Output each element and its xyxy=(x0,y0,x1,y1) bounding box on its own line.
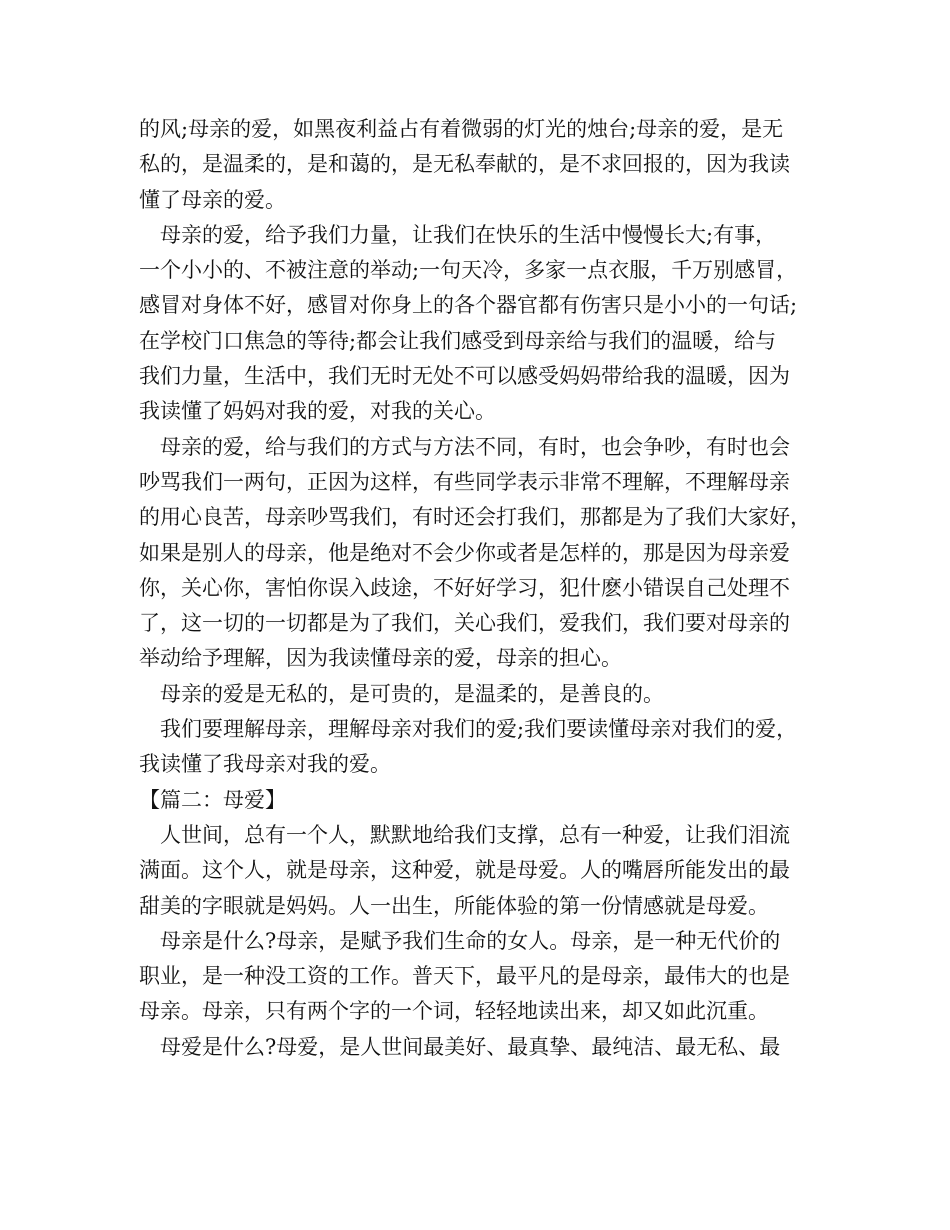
text-line: 母爱是什么?母爱，是人世间最美好、最真挚、最纯洁、最无私、最 xyxy=(139,1034,781,1059)
text-line: 母亲是什么?母亲，是赋予我们生命的女人。母亲，是一种无代价的 xyxy=(139,928,781,953)
document-body-text xyxy=(139,112,819,1065)
text-line: 了，这一切的一切都是为了我们，关心我们，爱我们，我们要对母亲的 xyxy=(139,611,790,636)
text-line: 私的，是温柔的，是和蔼的，是无私奉献的，是不求回报的，因为我读 xyxy=(139,152,790,177)
text-line: 懂了母亲的爱。 xyxy=(139,187,286,212)
section-heading: 【篇二：母爱】 xyxy=(139,787,286,812)
text-line: 一个小小的、不被注意的举动;一句天冷，多家一点衣服，千万别感冒， xyxy=(139,258,798,283)
text-line: 满面。这个人，就是母亲，这种爱，就是母爱。人的嘴唇所能发出的最 xyxy=(139,858,790,883)
text-line: 感冒对身体不好，感冒对你身上的各个器官都有伤害只是小小的一句话; xyxy=(139,293,798,318)
text-line: 职业，是一种没工资的工作。普天下，最平凡的是母亲，最伟大的也是 xyxy=(139,964,790,989)
text-line: 母亲的爱是无私的，是可贵的，是温柔的，是善良的。 xyxy=(139,681,664,706)
text-line: 母亲。母亲，只有两个字的一个词，轻轻地读出来，却又如此沉重。 xyxy=(139,999,769,1024)
text-line: 在学校门口焦急的等待;都会让我们感受到母亲给与我们的温暖，给与 xyxy=(139,328,777,353)
text-line: 如果是别人的母亲，他是绝对不会少你或者是怎样的，那是因为母亲爱 xyxy=(139,540,790,565)
text-line: 母亲的爱，给予我们力量，让我们在快乐的生活中慢慢长大;有事， xyxy=(139,222,777,247)
text-line: 吵骂我们一两句，正因为这样，有些同学表示非常不理解，不理解母亲 xyxy=(139,469,790,494)
text-line: 人世间，总有一个人，默默地给我们支撑，总有一种爱，让我们泪流 xyxy=(139,822,790,847)
text-line: 我读懂了我母亲对我的爱。 xyxy=(139,752,391,777)
text-line: 的风;母亲的爱，如黑夜利益占有着微弱的灯光的烛台;母亲的爱，是无 xyxy=(139,117,784,141)
text-line: 举动给予理解，因为我读懂母亲的爱，母亲的担心。 xyxy=(139,646,622,671)
text-line: 母亲的爱，给与我们的方式与方法不同，有时，也会争吵，有时也会 xyxy=(139,434,790,459)
text-line: 我们力量，生活中，我们无时无处不可以感受妈妈带给我的温暖，因为 xyxy=(139,364,790,389)
text-line: 甜美的字眼就是妈妈。人一出生，所能体验的第一份情感就是母爱。 xyxy=(139,893,769,918)
text-line: 我读懂了妈妈对我的爱，对我的关心。 xyxy=(139,399,496,424)
text-line: 你，关心你，害怕你误入歧途，不好好学习，犯什麽小错误自己处理不 xyxy=(139,575,790,600)
text-line: 的用心良苦，母亲吵骂我们，有时还会打我们，那都是为了我们大家好， xyxy=(139,505,811,530)
text-line: 我们要理解母亲，理解母亲对我们的爱;我们要读懂母亲对我们的爱， xyxy=(139,717,798,742)
